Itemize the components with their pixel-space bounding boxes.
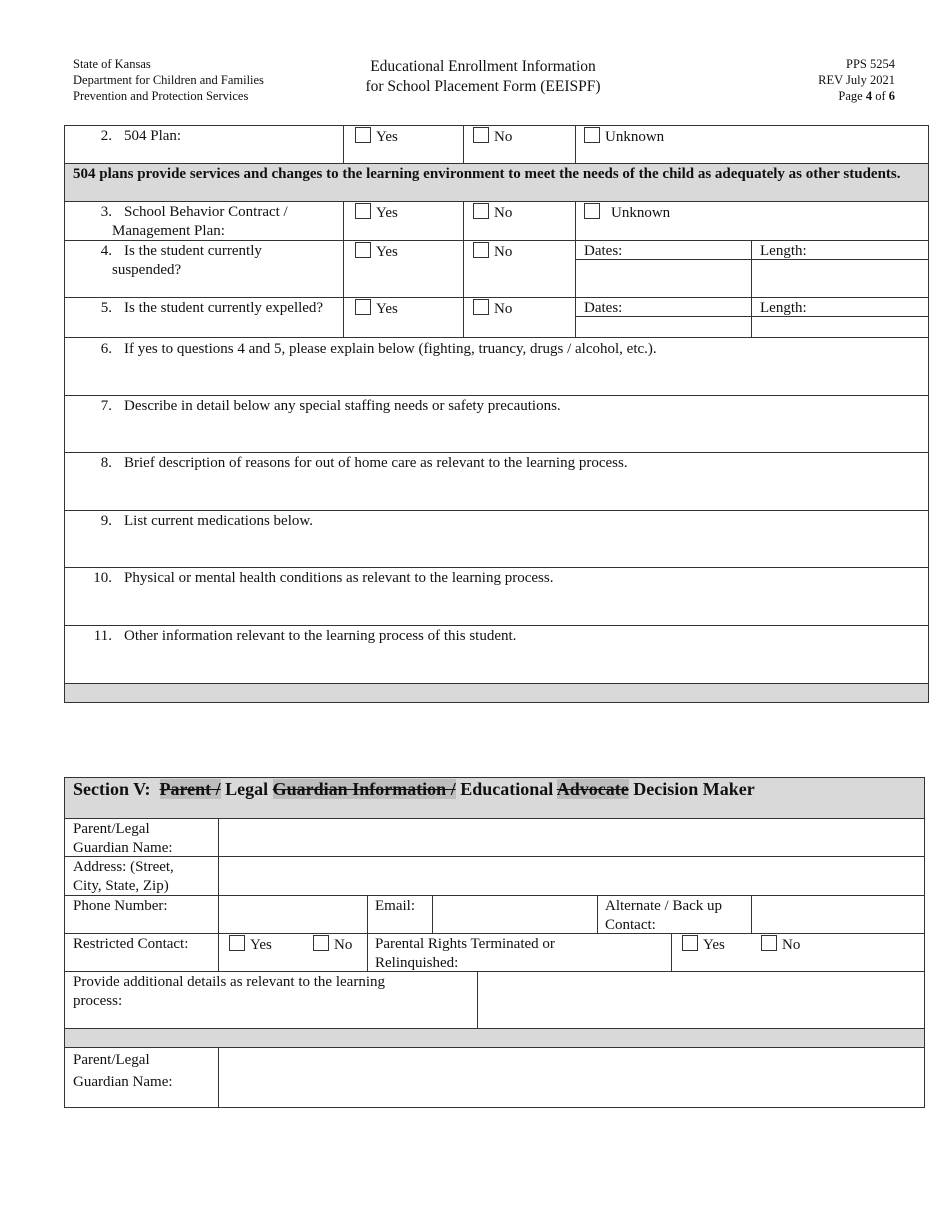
checkbox[interactable] [229, 935, 245, 951]
q2-label: 2. 504 Plan: [100, 128, 182, 144]
restricted-no[interactable]: No [313, 935, 352, 955]
note-504: 504 plans provide services and changes to the learning environment to meet the needs of the child as adequately as other students. [73, 166, 901, 182]
q6-answer-field[interactable] [65, 360, 928, 394]
rights-no[interactable]: No [761, 935, 800, 955]
details-field[interactable] [478, 972, 924, 1027]
agency-division: Prevention and Protection Services [73, 89, 249, 103]
checkbox[interactable] [473, 203, 489, 219]
checkbox[interactable] [473, 127, 489, 143]
checkbox[interactable] [584, 127, 600, 143]
q8-answer-field[interactable] [65, 474, 928, 509]
q4-yes[interactable]: Yes [355, 242, 398, 262]
q3-no[interactable]: No [473, 203, 512, 223]
q3-yes[interactable]: Yes [355, 203, 398, 223]
alt-contact-field[interactable] [752, 896, 924, 932]
address-field[interactable] [219, 857, 924, 894]
restricted-contact-label: Restricted Contact: [73, 936, 189, 952]
alt-contact-label: Alternate / Back up Contact: [605, 898, 723, 933]
section5-spacer-band [65, 1029, 924, 1047]
restricted-yes[interactable]: Yes [229, 935, 272, 955]
q4-length-label: Length: [760, 243, 807, 259]
q2-no[interactable]: No [473, 127, 512, 147]
q8-label: 8. Brief description of reasons for out of home care as relevant to the learning process. [100, 455, 628, 471]
form-title-line2: for School Placement Form (EEISPF) [365, 78, 601, 95]
agency-block [73, 56, 264, 104]
q4-label: 4. Is the student currently suspended? [100, 243, 262, 278]
checkbox[interactable] [473, 299, 489, 315]
q4-no[interactable]: No [473, 242, 512, 262]
section5-title: Section V: Parent / Legal Guardian Information / Educational Advocate Decision Maker [73, 779, 755, 799]
q5-dates-field[interactable] [576, 318, 750, 336]
form-title [330, 57, 636, 97]
guardian-name-label-2: Parent/Legal Guardian Name: [73, 1052, 173, 1090]
guardian-name-label: Parent/Legal Guardian Name: [73, 821, 173, 856]
q9-label: 9. List current medications below. [100, 513, 313, 529]
table-footer-band [65, 684, 928, 702]
q5-no[interactable]: No [473, 299, 512, 319]
checkbox[interactable] [355, 127, 371, 143]
details-label: Provide additional details as relevant to the learning process: [73, 974, 385, 1009]
q11-answer-field[interactable] [65, 647, 928, 682]
phone-label: Phone Number: [73, 898, 168, 914]
q4-dates-label: Dates: [584, 243, 623, 259]
email-label: Email: [375, 898, 415, 914]
checkbox[interactable] [313, 935, 329, 951]
address-label: Address: (Street, City, State, Zip) [73, 859, 174, 894]
guardian-name-field[interactable] [219, 819, 924, 855]
checkbox[interactable] [355, 242, 371, 258]
q2-unknown[interactable]: Unknown [584, 127, 664, 147]
checkbox[interactable] [584, 203, 600, 219]
q10-answer-field[interactable] [65, 589, 928, 624]
phone-field[interactable] [219, 896, 366, 932]
q6-label: 6. If yes to questions 4 and 5, please explain below (fighting, truancy, drugs / alcohol, etc.). [100, 341, 657, 357]
form-revision: REV July 2021 [818, 73, 895, 87]
rights-terminated-label: Parental Rights Terminated or Relinquished: [375, 936, 555, 971]
checkbox[interactable] [761, 935, 777, 951]
q5-length-field[interactable] [752, 318, 928, 336]
agency-state: State of Kansas [73, 57, 151, 71]
email-field[interactable] [433, 896, 596, 932]
form-title-line1: Educational Enrollment Information [370, 58, 596, 75]
q9-answer-field[interactable] [65, 532, 928, 566]
rights-yes[interactable]: Yes [682, 935, 725, 955]
q5-yes[interactable]: Yes [355, 299, 398, 319]
q5-length-label: Length: [760, 300, 807, 316]
checkbox[interactable] [682, 935, 698, 951]
q5-dates-label: Dates: [584, 300, 623, 316]
q7-answer-field[interactable] [65, 417, 928, 451]
q2-yes[interactable]: Yes [355, 127, 398, 147]
q4-length-field[interactable] [752, 261, 928, 296]
checkbox[interactable] [355, 299, 371, 315]
form-number: PPS 5254 [846, 57, 895, 71]
q11-label: 11. Other information relevant to the learning process of this student. [93, 628, 517, 644]
page-indicator: Page 4 of 6 [838, 89, 895, 103]
guardian-name-field-2[interactable] [219, 1048, 924, 1107]
q10-label: 10. Physical or mental health conditions as relevant to the learning process. [93, 570, 554, 586]
q5-label: 5. Is the student currently expelled? [100, 300, 324, 316]
q3-label: 3. School Behavior Contract / Management Plan: [100, 204, 288, 239]
q3-unknown[interactable]: Unknown [584, 203, 670, 223]
q7-label: 7. Describe in detail below any special staffing needs or safety precautions. [100, 398, 561, 414]
checkbox[interactable] [355, 203, 371, 219]
q4-dates-field[interactable] [576, 261, 750, 296]
agency-department: Department for Children and Families [73, 73, 264, 87]
form-meta [700, 56, 895, 104]
checkbox[interactable] [473, 242, 489, 258]
